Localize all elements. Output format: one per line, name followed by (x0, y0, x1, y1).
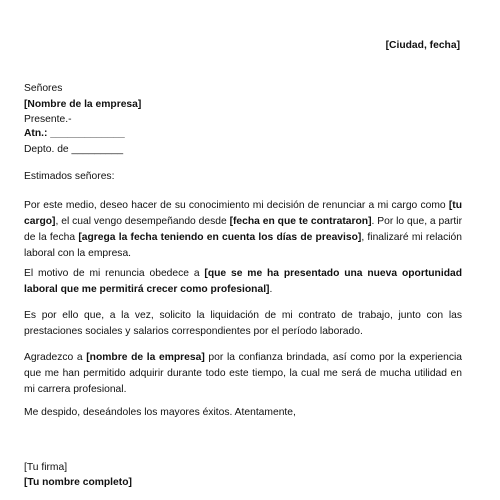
place-date: [Ciudad, fecha] (385, 40, 460, 51)
p1-text-4: , finalizaré mi relación laboral con la empresa. (24, 232, 462, 259)
paragraph-2 (24, 266, 462, 298)
p1-placeholder-hire-date: [fecha en que te contrataron] (229, 216, 372, 227)
p4-text-1: Agradezco a (24, 352, 87, 363)
addressee-dept: Depto. de _________ (24, 144, 124, 155)
addressee-attn: Atn.: _____________ (24, 128, 125, 139)
p4-placeholder-company: [nombre de la empresa] (86, 352, 205, 363)
p2-placeholder-reason: [que se me ha presentado una nueva oportunidad laboral que me permitirá crecer como profesional] (24, 268, 463, 295)
p2-text-2: . (269, 284, 273, 295)
p4-text-2: por la confianza brindada, así como por la experiencia que me han permitido adquirir durante todo este tiempo, la cual me será de mucha utilidad en mi carrera profesional. (24, 352, 462, 395)
p1-placeholder-position: [tu cargo] (24, 200, 462, 227)
p1-text-2: , el cual vengo desempeñando desde (55, 216, 230, 227)
addressee-present: Presente.- (24, 114, 72, 125)
paragraph-3: Es por ello que, a la vez, solicito la liquidación de mi contrato de trabajo, junto con las prestaciones sociales y salarios correspondientes por el período laborado. (24, 310, 462, 337)
addressee-greeting: Señores (24, 83, 63, 94)
salutation: Estimados señores: (24, 171, 115, 182)
closing-line: Me despido, deseándoles los mayores éxitos. Atentamente, (24, 407, 296, 418)
paragraph-4 (24, 350, 462, 398)
p1-text-3: . Por lo que, a partir de la fecha (24, 216, 462, 243)
addressee-company: [Nombre de la empresa] (24, 99, 142, 110)
full-name-placeholder: [Tu nombre completo] (24, 477, 132, 488)
paragraph-1 (24, 198, 462, 262)
p1-text-1: Por este medio, deseo hacer de su conocimiento mi decisión de renunciar a mi cargo como (24, 200, 449, 211)
signature-placeholder: [Tu firma] (24, 462, 68, 473)
p1-placeholder-end-date: [agrega la fecha teniendo en cuenta los días de preaviso] (78, 232, 362, 243)
p2-text-1: El motivo de mi renuncia obedece a (24, 268, 205, 279)
